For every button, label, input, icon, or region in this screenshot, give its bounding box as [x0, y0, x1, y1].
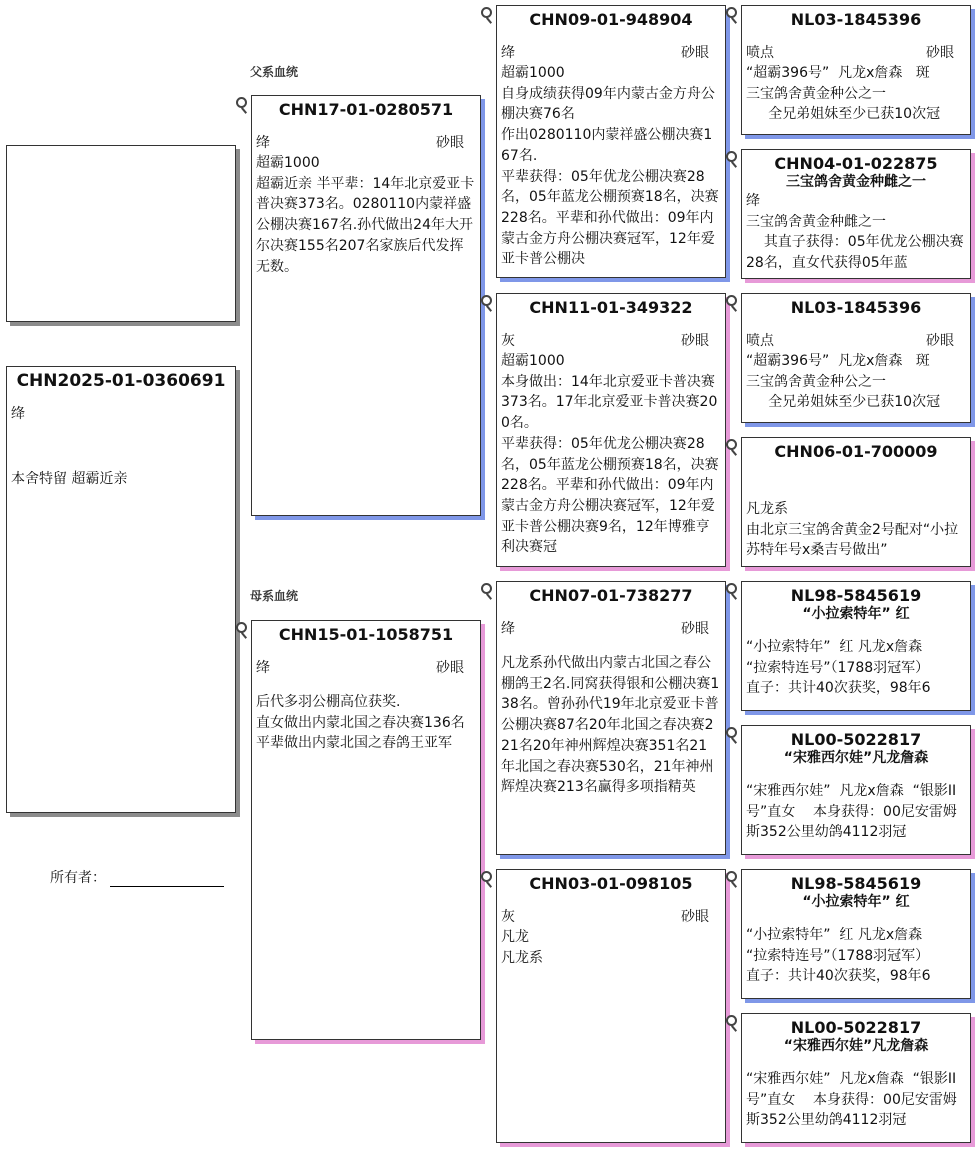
owner-label: 所有者：	[50, 870, 106, 886]
sds-card[interactable]	[741, 293, 971, 423]
dds-subtitle: “小拉索特年” 红	[802, 894, 910, 910]
ssd-notes: 三宝鸽舍黄金种雌之一 其直子获得：05年优龙公棚决赛28名，直女代获得05年蓝	[746, 213, 964, 272]
pin-icon	[481, 871, 492, 882]
pin-icon	[481, 7, 492, 18]
dam-card[interactable]	[251, 620, 481, 1040]
pin-icon	[726, 7, 737, 18]
pin-icon	[726, 151, 737, 162]
sds-eye: 砂眼	[926, 333, 954, 349]
sdd-notes: 由北京三宝鸽舍黄金2号配对“小拉苏特年号x桑吉号做出”	[746, 521, 959, 559]
sss-color: 喷点	[746, 45, 774, 61]
pin-icon	[726, 295, 737, 306]
ssd-subtitle: 三宝鸽舍黄金种雌之一	[786, 174, 926, 190]
sd-color: 灰	[501, 333, 515, 349]
ss-ring-number: CHN09-01-948904	[529, 10, 693, 29]
dsd-card[interactable]	[741, 725, 971, 855]
sss-card[interactable]	[741, 5, 971, 135]
pin-icon	[726, 1015, 737, 1026]
ddd-notes: “宋雅西尔娃” 凡龙x詹森 “银影II号”直女 本身获得：00尼安雷姆斯352公里幼鸽4112羽冠	[746, 1071, 957, 1129]
sire-ring-number: CHN17-01-0280571	[278, 100, 454, 119]
ds-ring-number: CHN07-01-738277	[529, 586, 693, 605]
owner-line	[110, 872, 224, 887]
sds-color: 喷点	[746, 333, 774, 349]
ds-color: 绛	[501, 621, 515, 637]
sds-notes: “超霸396号” 凡龙x詹森 斑 三宝鸽舍黄金种公之一 全兄弟姐妹至少已获10次冠	[746, 353, 941, 411]
photo-frame	[6, 145, 236, 322]
sss-eye: 砂眼	[926, 45, 954, 61]
dds-card[interactable]	[741, 869, 971, 999]
ssd-ring-number: CHN04-01-022875	[774, 154, 938, 173]
ss-color: 绛	[501, 45, 515, 61]
ss-eye: 砂眼	[681, 45, 709, 61]
dd-color: 灰	[501, 909, 515, 925]
owner-field[interactable]	[50, 867, 224, 887]
dsd-ring-number: NL00-5022817	[790, 730, 922, 749]
pin-icon	[726, 871, 737, 882]
dss-ring-number: NL98-5845619	[790, 586, 922, 605]
sds-ring-number: NL03-1845396	[790, 298, 922, 317]
subject-card[interactable]	[6, 366, 236, 813]
pin-icon	[236, 622, 247, 633]
dsd-notes: “宋雅西尔娃” 凡龙x詹森 “银影II号”直女 本身获得：00尼安雷姆斯352公里幼鸽4112羽冠	[746, 783, 957, 841]
pin-icon	[481, 295, 492, 306]
sd-notes: 超霸1000 本身做出：14年北京爱亚卡普决赛373名。17年北京爱亚卡普决赛200名。 平辈获得：05年优龙公棚决赛28名，05年蓝龙公棚预赛18名，决赛228名。平辈和孙代做出：09年内蒙古金方舟公棚决赛冠军，12年爱亚卡普公棚决赛9名，12年博雅亨利决赛冠	[501, 353, 719, 556]
dss-subtitle: “小拉索特年” 红	[802, 606, 910, 622]
dam-sire-card[interactable]	[496, 581, 726, 855]
subject-color: 绛	[11, 406, 25, 422]
ssd-card[interactable]	[741, 149, 971, 279]
subject-note: 本舍特留 超霸近亲	[11, 470, 128, 487]
sd-ring-number: CHN11-01-349322	[529, 298, 693, 317]
pin-icon	[726, 439, 737, 450]
sss-ring-number: NL03-1845396	[790, 10, 922, 29]
dd-eye: 砂眼	[681, 909, 709, 925]
ds-notes: 凡龙系孙代做出内蒙古北国之春公棚鸽王2名.同窝获得银和公棚决赛138名。曾孙孙代19年北京爱亚卡普公棚决赛87名20年北国之春决赛221名20年神州辉煌决赛351名21年北国之春决赛530名，21年神州辉煌决赛213名赢得多项指精英	[501, 655, 720, 796]
sire-color: 绛	[256, 135, 270, 151]
ss-notes: 超霸1000 自身成绩获得09年内蒙古金方舟公棚决赛76名 作出0280110内蒙祥盛公棚决赛167名. 平辈获得：05年优龙公棚决赛28名，05年蓝龙公棚预赛18名，决赛228名。平辈和孙代做出：09年内蒙古金方舟公棚决赛冠军，12年爱亚卡普公棚决	[501, 65, 719, 268]
dam-eye: 砂眼	[436, 660, 464, 676]
sdd-card[interactable]	[741, 437, 971, 567]
sire-notes: 超霸1000 超霸近亲 半平辈：14年北京爱亚卡普决赛373名。0280110内蒙祥盛公棚决赛167名.孙代做出24年大开尔决赛155名207名家族后代发挥无数。	[256, 155, 475, 275]
subject-ring-number: CHN2025-01-0360691	[16, 371, 226, 391]
sire-dam-card[interactable]	[496, 293, 726, 567]
ds-eye: 砂眼	[681, 621, 709, 637]
ddd-ring-number: NL00-5022817	[790, 1018, 922, 1037]
dd-ring-number: CHN03-01-098105	[529, 874, 693, 893]
pin-icon	[726, 583, 737, 594]
dd-notes: 凡龙 凡龙系	[501, 929, 543, 966]
sd-eye: 砂眼	[681, 333, 709, 349]
dam-dam-card[interactable]	[496, 869, 726, 1143]
ssd-color: 绛	[746, 193, 760, 209]
dam-line-label: 母系血统	[250, 589, 299, 603]
dds-ring-number: NL98-5845619	[790, 874, 922, 893]
ddd-subtitle: “宋雅西尔娃”凡龙詹森	[783, 1038, 929, 1054]
sire-sire-card[interactable]	[496, 5, 726, 278]
sire-eye: 砂眼	[436, 135, 464, 151]
dsd-subtitle: “宋雅西尔娃”凡龙詹森	[783, 750, 929, 766]
dam-notes: 后代多羽公棚高位获奖. 直女做出内蒙北国之春决赛136名 平辈做出内蒙北国之春鸽王亚军	[256, 694, 465, 752]
ddd-card[interactable]	[741, 1013, 971, 1143]
pin-icon	[481, 583, 492, 594]
dss-notes: “小拉索特年” 红 凡龙x詹森 “拉索特连号”（1788羽冠军） 直子：共计40次获奖，98年6	[746, 639, 931, 697]
pin-icon	[726, 727, 737, 738]
sdd-color: 凡龙系	[746, 501, 788, 517]
pin-icon	[236, 97, 247, 108]
sire-line-label: 父系血统	[250, 65, 299, 79]
sss-notes: “超霸396号” 凡龙x詹森 斑 三宝鸽舍黄金种公之一 全兄弟姐妹至少已获10次冠	[746, 65, 941, 123]
dam-color: 绛	[256, 660, 270, 676]
sire-card[interactable]	[251, 95, 481, 516]
dam-ring-number: CHN15-01-1058751	[278, 625, 454, 644]
dds-notes: “小拉索特年” 红 凡龙x詹森 “拉索特连号”（1788羽冠军） 直子：共计40次获奖，98年6	[746, 927, 931, 985]
sdd-ring-number: CHN06-01-700009	[774, 442, 938, 461]
dss-card[interactable]	[741, 581, 971, 711]
